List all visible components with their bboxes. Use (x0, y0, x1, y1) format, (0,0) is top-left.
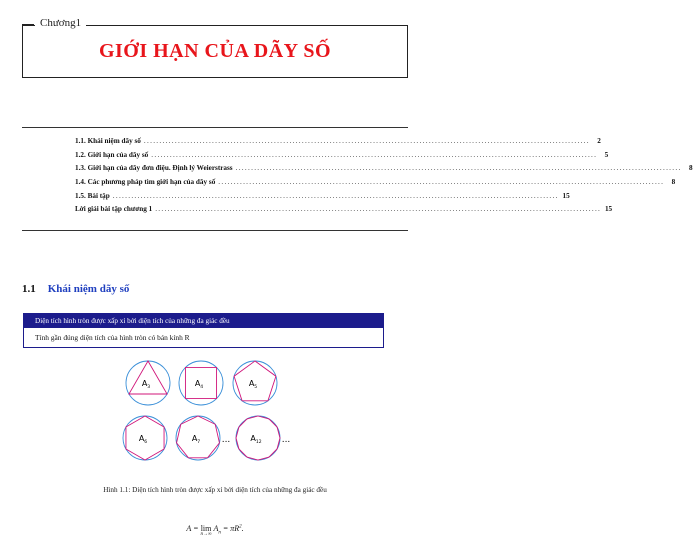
toc-entry[interactable] (75, 205, 613, 219)
limit-formula (0, 524, 430, 542)
toc-entry[interactable] (75, 164, 693, 178)
circumscribed-circle (233, 361, 277, 405)
toc-entry-page: 15 (604, 205, 613, 214)
toc-top-rule (22, 127, 408, 128)
toc-entry[interactable] (75, 178, 676, 192)
toc-bottom-rule (22, 230, 408, 231)
polygon-label: $A_7$ (191, 434, 201, 445)
toc-entry-page: 8 (671, 178, 676, 187)
toc-entry[interactable] (75, 137, 601, 151)
toc-entry-title: 1.5. Bài tập (75, 191, 110, 200)
toc-entry-title: 1.1. Khái niệm dãy số (75, 137, 141, 145)
section-heading (22, 283, 129, 295)
toc-entry-page: 15 (562, 191, 570, 200)
polygon-label: $A_{12}$ (250, 434, 262, 445)
formula-tail: = πR (222, 524, 240, 533)
figure-ellipsis-2: ... (281, 435, 291, 445)
polygon-label-subscript: 6 (144, 440, 148, 445)
polygon-label: $A_6$ (138, 434, 148, 445)
inscribed-polygon (126, 416, 164, 460)
toc-entry-page: 8 (688, 164, 693, 173)
toc-entry[interactable] (75, 191, 570, 206)
toc-leader-dots: ................................................................................................................................................ (151, 150, 598, 159)
circumscribed-circle (176, 416, 220, 460)
definition-box-header: Diện tích hình tròn được xấp xỉ bởi diện tích của những đa giác đều (24, 314, 383, 328)
formula-rhs-subscript: n (218, 530, 221, 536)
poly-group-3 (126, 361, 170, 405)
polygon-label-subscript: 4 (200, 385, 204, 390)
definition-box-text: Tính gần đúng diện tích của hình tròn có bán kính R (35, 333, 190, 342)
circumscribed-circle (236, 416, 280, 460)
formula-exponent: 2 (239, 524, 242, 530)
polygon-label: $A_3$ (141, 379, 151, 390)
formula-lim-subscript: n→∞ (200, 532, 212, 537)
circumscribed-circle (123, 416, 167, 460)
chapter-label: Chương1 (35, 17, 86, 29)
toc-leader-dots: ................................................................................................................................................ (143, 137, 590, 145)
definition-box-body (24, 328, 383, 347)
toc-leader-dots: ................................................................................................................................................ (155, 205, 602, 214)
toc-entry-page: 5 (604, 150, 609, 159)
poly-group-4 (179, 361, 223, 405)
poly-group-5 (233, 361, 277, 405)
polygon-label-subscript: 3 (147, 385, 151, 390)
toc-leader-dots: ................................................................................................................................................ (235, 164, 682, 173)
chapter-label-tick (22, 24, 34, 25)
formula-limit (201, 524, 212, 542)
toc-leader-dots: ................................................................................................................................................ (218, 178, 665, 187)
toc-entry-title: 1.4. Các phương pháp tìm giới hạn của dãy số (75, 178, 216, 187)
polygon-label-subscript: 5 (254, 385, 258, 390)
inscribed-polygon (185, 367, 216, 398)
table-of-contents (75, 137, 693, 219)
figure-caption: Hình 1.1: Diện tích hình tròn được xấp xỉ bởi diện tích của những đa giác đều (103, 486, 327, 494)
poly-group-7 (176, 416, 220, 460)
chapter-title: GIỚI HẠN CỦA DÃY SỐ (98, 40, 332, 62)
section-title: Khái niệm dãy số (47, 283, 130, 295)
poly-group-12 (236, 416, 280, 460)
polygon-figure (0, 354, 430, 464)
toc-leader-dots: ................................................................................................................................................ (112, 191, 559, 200)
toc-entry-page: 2 (597, 137, 601, 145)
section-number: 1.1 (22, 283, 36, 295)
polygon-label-subscript: 7 (197, 440, 201, 445)
formula-rhs: A (213, 524, 219, 533)
formula-lhs: A = (186, 524, 199, 533)
polygon-label: $A_4$ (194, 379, 204, 390)
toc-entry[interactable] (75, 150, 609, 165)
toc-entry-title: 1.3. Giới hạn của dãy đơn điệu. Định lý Weierstrass (75, 164, 233, 173)
definition-box (23, 313, 384, 348)
formula-lim: lim (200, 524, 212, 533)
figure-ellipsis-1: ... (221, 435, 231, 445)
circumscribed-circle (126, 361, 170, 405)
formula-end: . (241, 524, 244, 533)
poly-group-6 (123, 416, 167, 460)
polygon-label: $A_5$ (248, 379, 258, 390)
polygon-label-subscript: 12 (255, 440, 262, 445)
toc-entry-title: 1.2. Giới hạn của dãy số (75, 150, 149, 159)
toc-entry-title: Lời giải bài tập chương 1 (75, 205, 153, 214)
